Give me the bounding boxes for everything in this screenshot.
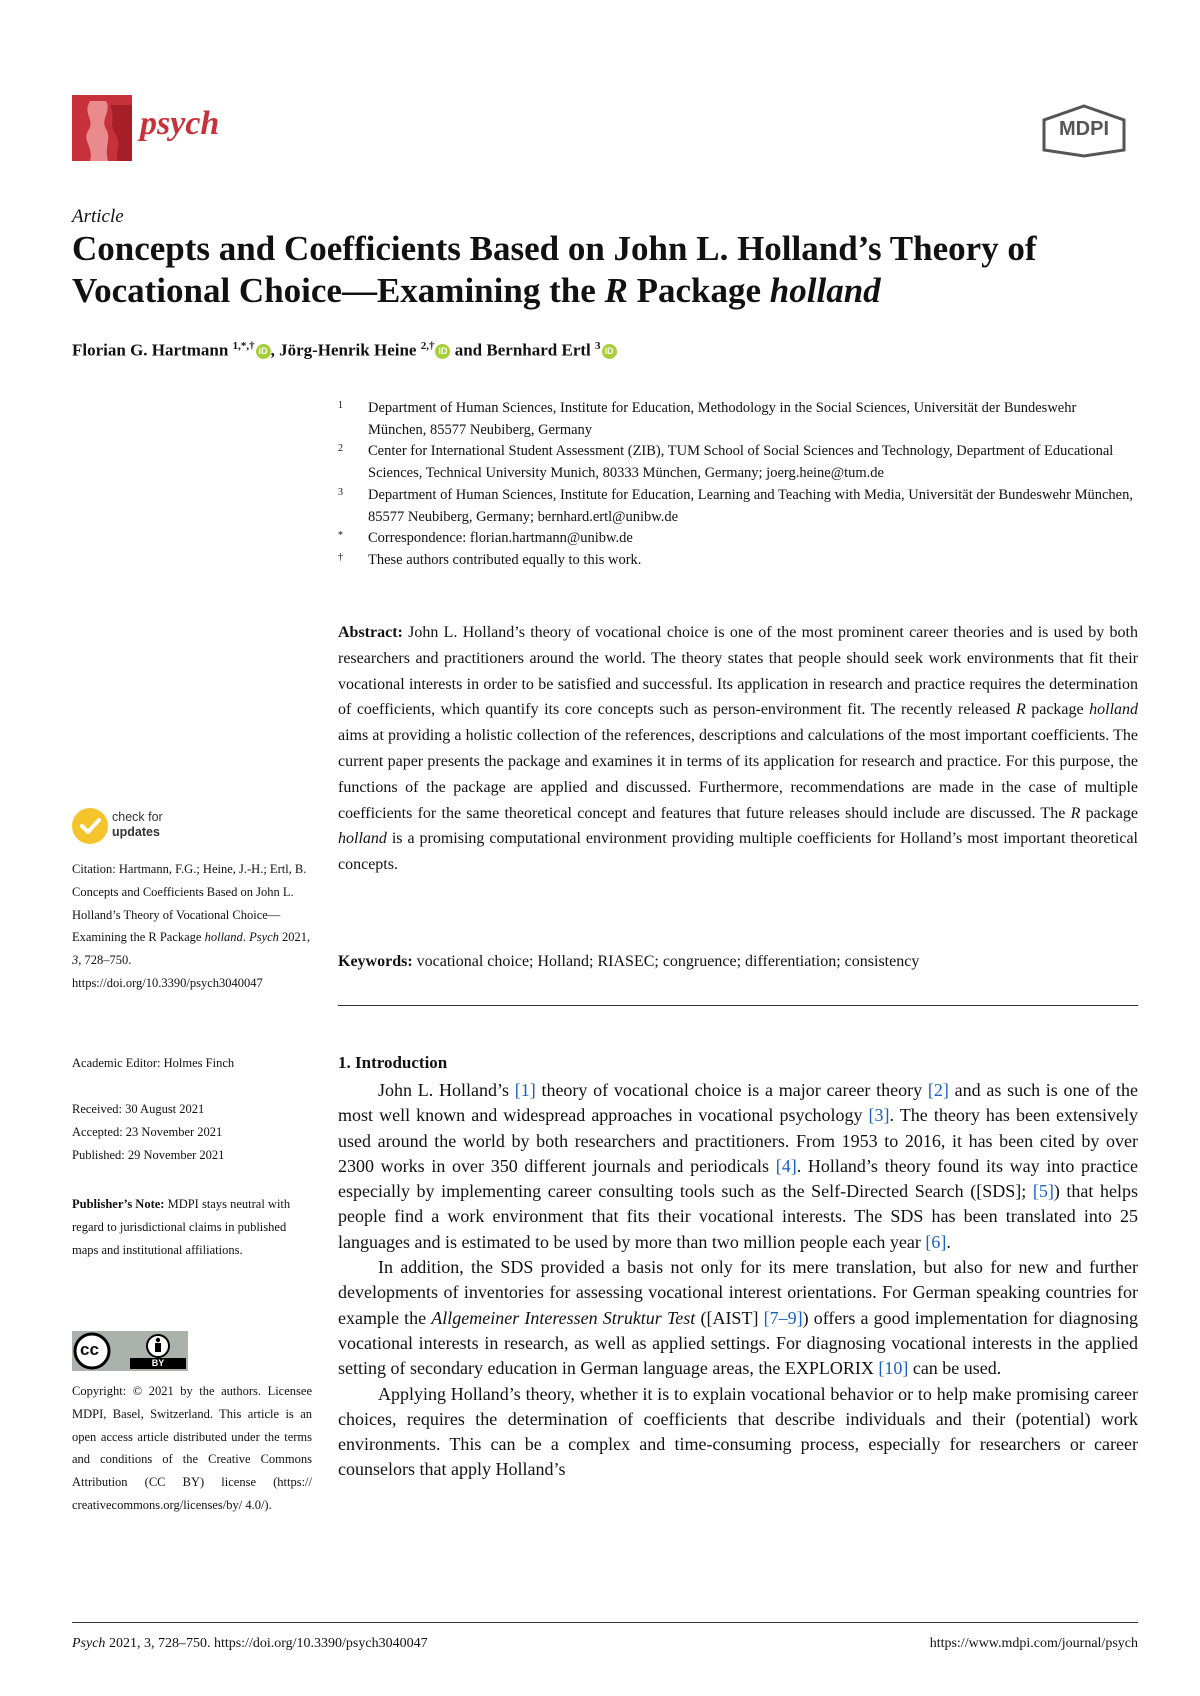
copyright-notice: Copyright: © 2021 by the authors. Licensee MDPI, Basel, Switzerland. This article is an open access article distributed under the terms and conditions of the Creative Commons Attribution (CC BY) license (https:// creativecommons.org/licenses/by/ 4.0/). (72, 1384, 312, 1512)
affiliation-item: 3 Department of Human Sciences, Institute for Education, Learning and Teaching with Media, Universität der Bundeswehr München, 85577 Neubiberg, Germany; bernhard.ertl@unibw.de (338, 486, 1133, 525)
section-heading: 1. Introduction (338, 1053, 448, 1072)
author-name: Florian G. Hartmann (72, 340, 229, 360)
author-sup: 2,† (420, 340, 435, 352)
mdpi-logo (1040, 104, 1128, 158)
check-updates-icon (72, 808, 108, 844)
accepted-date: Accepted: 23 November 2021 (72, 1124, 223, 1139)
text-run: ) that helps people find a work environment that fits their vocational interests. The SDS has been translated into 25 languages and is estimated to be used by more than two million people each year (338, 1181, 1138, 1252)
abstract-label: Abstract: (338, 624, 403, 641)
text-run: ) offers a good implementation for diagnosing vocational interests in research, as well as applied settings. For diagnosing vocational interests in the applied setting of secondary education in German language areas, the EXPLORIX (338, 1307, 1139, 1379)
orcid-icon[interactable]: iD (256, 344, 271, 359)
cc-by-license-badge[interactable] (72, 1331, 188, 1371)
article-type: Article (72, 206, 124, 227)
introduction-body (338, 1078, 1138, 1483)
cc-label: cc (80, 1340, 99, 1359)
section-divider (338, 1005, 1138, 1006)
text-run: Applying Holland’s theory, whether it is to explain vocational behavior or to help make promising career choices, requires the determination of coefficients that describe individuals and their (potential) work environments. This can be a complex and time-consuming process, especially for researchers or career counselors that apply Holland’s (338, 1383, 1138, 1480)
paragraph (338, 1078, 1138, 1255)
text-run: can be used. (908, 1358, 1002, 1379)
affiliation-item: 2 Center for International Student Assessment (ZIB), TUM School of Social Sciences and Technology, Department of Educational Sciences, Technical University Munich, 80333 München, Germany; joerg.heine@tum.de (338, 443, 1114, 482)
citation-link[interactable]: [2] (927, 1080, 949, 1100)
publication-dates (72, 1098, 312, 1166)
correspondence: * Correspondence: florian.hartmann@unibw.de (338, 530, 633, 547)
orcid-icon[interactable]: iD (435, 344, 450, 359)
check-for-updates-button[interactable]: check for updates (72, 808, 252, 850)
orcid-icon[interactable]: iD (602, 344, 617, 359)
footer-divider (72, 1622, 1138, 1623)
abstract: Abstract: John L. Holland’s theory of vocational choice is one of the most prominent career theories and is used by both researchers and practitioners around the world. The theory states that people should seek work environments that fit their vocational interests in order to be satisfied and successful. Its application in research and practice requires the determination of coefficients, which quantify its core concepts such as person-environment fit. The recently released R package holland aims at providing a holistic collection of the references, descriptions and calculations of the most important coefficients. The current paper presents the package and examines it in terms of its application for research and practice. For this purpose, the functions of the package are applied and discussed. Furthermore, recommendations are made in the case of multiple coefficients for the same theoretical concept and features that future releases should include are discussed. The R package holland is a promising computational environment providing multiple coefficients for Holland’s most important theoretical concepts. (338, 624, 1139, 874)
citation-link[interactable]: [4] (775, 1155, 797, 1176)
keywords: Keywords: vocational choice; Holland; RIASEC; congruence; differentiation; consistency (338, 953, 920, 970)
author-sup: 3 (595, 340, 601, 352)
text-run: . The theory has been extensively used around the world by both researchers and practitioners. From 1953 to 2016, it has been cited by over 2300 works in over 350 different journals and periodicals (338, 1105, 1139, 1176)
author-name: Bernhard Ertl (486, 340, 591, 360)
citation-link[interactable]: [7–9] (763, 1307, 803, 1328)
academic-editor: Academic Editor: Holmes Finch (72, 1056, 235, 1070)
paragraph (338, 1255, 1138, 1381)
text-run: and as such is one of the most well known and widespread approaches in vocational psychology (338, 1080, 1138, 1126)
published-date: Published: 29 November 2021 (72, 1147, 225, 1162)
text-run: ([AIST] (695, 1307, 764, 1328)
footer-citation: Psych 2021, 3, 728–750. https://doi.org/10.3390/psych3040047 (72, 1636, 428, 1651)
affiliations (338, 398, 1138, 572)
author-sup: 1,*,† (232, 340, 255, 352)
received-date: Received: 30 August 2021 (72, 1102, 205, 1116)
by-label: BY (151, 1358, 165, 1368)
citation: Citation: Hartmann, F.G.; Heine, J.-H.; Ertl, B. Concepts and Coefficients Based on John L. Holland’s Theory of Vocational Choice—Examining the R Package holland. Psych 2021, 3, 728–750. https://doi.org/10.3390/psych3040047 (72, 862, 311, 990)
text-run: . Holland’s theory found its way into practice especially by implementing career consulting tools such as the Self-Directed Search ([SDS]; (338, 1155, 1138, 1202)
text-run: theory of vocational choice is a major career theory (535, 1080, 928, 1100)
footer-journal-link[interactable]: https://www.mdpi.com/journal/psych (929, 1636, 1138, 1651)
journal-logo (72, 95, 252, 165)
citation-link[interactable]: [1] (514, 1080, 536, 1100)
paragraph (338, 1382, 1138, 1483)
author-name: Jörg-Henrik Heine (279, 340, 417, 360)
text-run: In addition, the SDS provided a basis not only for its mere translation, but also for new and further developments of inventories for assessing vocational interest orientations. For German speaking countries for example the (338, 1257, 1138, 1328)
mdpi-logo-text: MDPI (1059, 118, 1109, 140)
publisher-note: Publisher’s Note: MDPI stays neutral with regard to jurisdictional claims in published maps and institutional affiliations. (72, 1197, 291, 1257)
title-line-1: Concepts and Coefficients Based on John L. Holland’s Theory of (72, 229, 1037, 268)
text-run: . (946, 1231, 951, 1252)
italic-text: Allgemeiner Interessen Struktur Test (431, 1307, 696, 1328)
author-list: Florian G. Hartmann $^{1,*,\dagger}$ iD , Jörg-Henrik Heine $^{2,\dagger}$ iD and Bernhard Ertl $^3$ iD (72, 340, 1142, 361)
journal-name: psych (140, 105, 220, 142)
citation-link[interactable]: [6] (925, 1231, 947, 1252)
paper-title: Concepts and Coefficients Based on John L. Holland’s Theory of Vocational Choice—Examining the R Package holland (72, 229, 1037, 310)
equal-contribution-note: † These authors contributed equally to this work. (338, 551, 642, 568)
citation-link[interactable]: [3] (868, 1105, 890, 1126)
affiliation-item: 1 Department of Human Sciences, Institute for Education, Methodology in the Social Sciences, Universität der Bundeswehr München, 85577 Neubiberg, Germany (338, 400, 1077, 438)
text-run: John L. Holland’s (378, 1080, 515, 1100)
citation-link[interactable]: [10] (878, 1358, 909, 1379)
keywords-label: Keywords: (338, 953, 413, 970)
citation-link[interactable]: [5] (1032, 1181, 1054, 1202)
